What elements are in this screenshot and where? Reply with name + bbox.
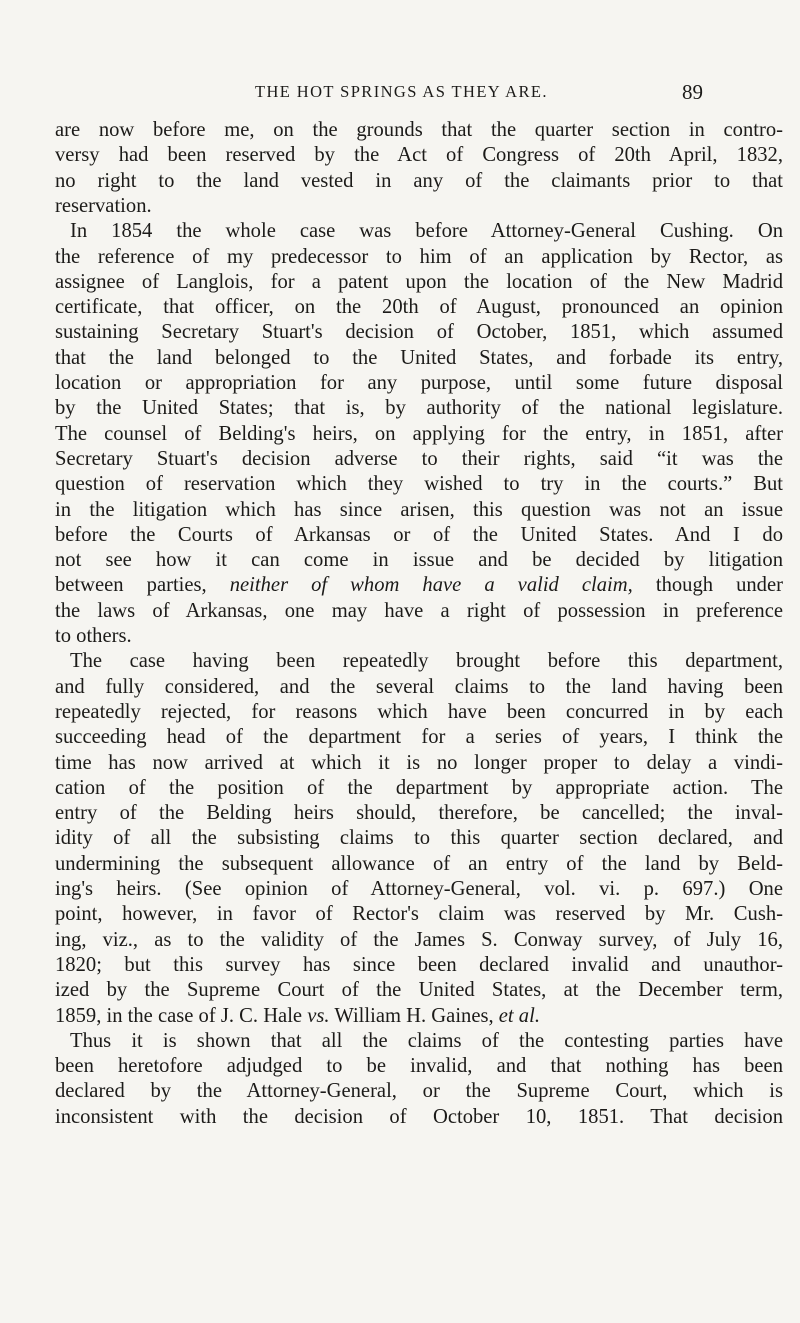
text-line: entry of the Belding heirs should, therefore, be cancelled; the inval- xyxy=(55,802,783,825)
text-line: idity of all the subsisting claims to this quarter section declared, and xyxy=(55,827,783,850)
text-line: that the land belonged to the United States, and forbade its entry, xyxy=(55,346,783,369)
text-run: between parties, xyxy=(55,574,207,597)
text-line: not see how it can come in issue and be decided by litigation xyxy=(55,549,783,572)
text-line: location or appropriation for any purpose, until some future disposal xyxy=(55,372,783,394)
text-line: cation of the position of the department by appropriate action. The xyxy=(55,776,783,799)
text-line: to others. xyxy=(55,625,132,647)
text-line: certificate, that officer, on the 20th of August, pronounced an opinion xyxy=(55,296,783,319)
text-line: question of reservation which they wished to try in the courts.” But xyxy=(55,473,783,496)
text-line: ized by the Supreme Court of the United States, at the December term, xyxy=(55,979,783,1002)
text-line: before the Courts of Arkansas or of the United States. And I do xyxy=(55,523,783,546)
text-line: Thus it is shown that all the claims of the contesting parties have xyxy=(70,1029,783,1052)
text-line: ing's heirs. (See opinion of Attorney-General, vol. vi. p. 697.) One xyxy=(55,878,783,900)
text-line: assignee of Langlois, for a patent upon the location of the New Madrid xyxy=(55,270,783,293)
text-line: are now before me, on the grounds that the quarter section in contro- xyxy=(55,119,783,141)
text-line: time has now arrived at which it is no longer proper to delay a vindi- xyxy=(55,751,783,774)
text-line: by the United States; that is, by authority of the national legislature. xyxy=(55,397,783,420)
italic-phrase: vs. xyxy=(307,1004,330,1027)
text-line: undermining the subsequent allowance of an entry of the land by Beld- xyxy=(55,852,783,875)
text-line: The case having been repeatedly brought before this department, xyxy=(70,650,783,673)
text-line: succeeding head of the department for a series of years, I think the xyxy=(55,726,783,749)
text-line: the laws of Arkansas, one may have a right of possession in preference xyxy=(55,599,783,622)
text-line: sustaining Secretary Stuart's decision of October, 1851, which assumed xyxy=(55,321,783,344)
text-line: in the litigation which has since arisen, this question was not an issue xyxy=(55,498,783,521)
text-line: been heretofore adjudged to be invalid, and that nothing has been xyxy=(55,1055,783,1078)
text-line: reservation. xyxy=(55,194,152,217)
running-title: THE HOT SPRINGS AS THEY ARE. xyxy=(255,82,548,101)
text-line: The counsel of Belding's heirs, on applying for the entry, in 1851, after xyxy=(55,422,783,445)
text-line: 1820; but this survey has since been declared invalid and unauthor- xyxy=(55,953,783,976)
running-head xyxy=(0,82,800,108)
text-run: William H. Gaines, xyxy=(334,1004,494,1027)
text-line: In 1854 the whole case was before Attorney-General Cushing. On xyxy=(70,220,783,243)
text-line: no right to the land vested in any of the claimants prior to that xyxy=(55,169,783,192)
text-line: inconsistent with the decision of October 10, 1851. That decision xyxy=(55,1105,783,1128)
italic-phrase: et al. xyxy=(498,1004,540,1027)
text-line: versy had been reserved by the Act of Congress of 20th April, 1832, xyxy=(55,144,783,167)
text-line: the reference of my predecessor to him of an application by Rector, as xyxy=(55,245,783,268)
text-line: and fully considered, and the several claims to the land having been xyxy=(55,675,783,698)
text-line xyxy=(55,573,783,597)
text-run: 1859, in the case of J. C. Hale xyxy=(55,1004,303,1027)
text-line: ing, viz., as to the validity of the James S. Conway survey, of July 16, xyxy=(55,928,783,951)
text-run: though under xyxy=(655,574,783,597)
italic-phrase: neither of whom have a valid claim, xyxy=(229,574,633,597)
text-line: point, however, in favor of Rector's claim was reserved by Mr. Cush- xyxy=(55,903,783,926)
text-line: repeatedly rejected, for reasons which have been concurred in by each xyxy=(55,700,783,723)
text-line xyxy=(55,1004,783,1028)
text-line: Secretary Stuart's decision adverse to their rights, said “it was the xyxy=(55,447,783,470)
page-number: 89 xyxy=(682,80,703,104)
text-line: declared by the Attorney-General, or the Supreme Court, which is xyxy=(55,1080,783,1103)
